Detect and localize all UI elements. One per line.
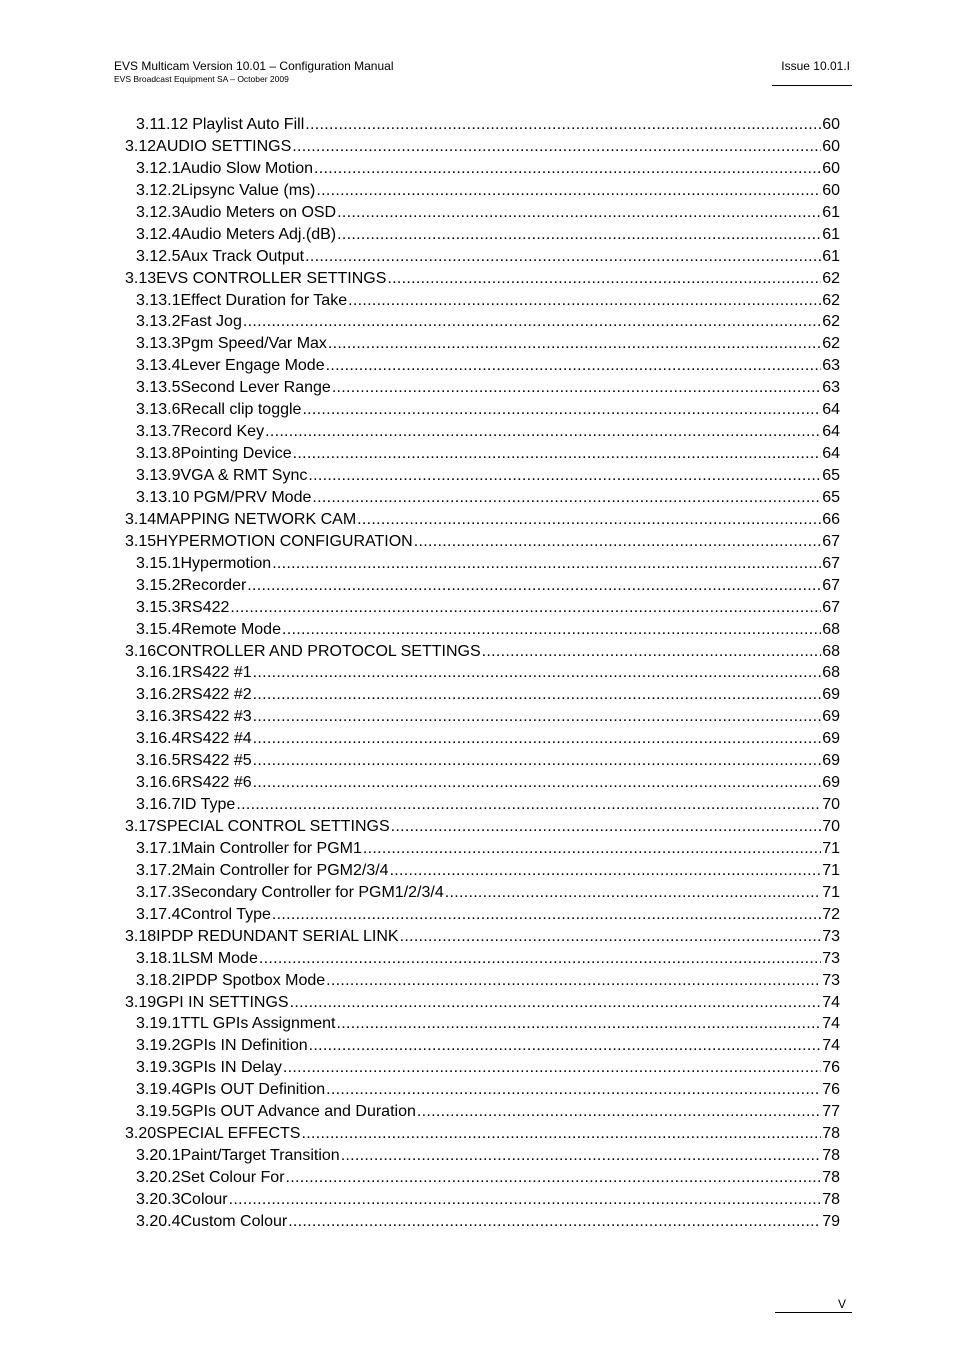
toc-entry-number: 3.18.1 (136, 949, 181, 967)
toc-dot-leader (253, 706, 822, 728)
toc-entry-page: 65 (822, 488, 840, 506)
toc-entry-page: 69 (822, 730, 840, 748)
toc-dot-leader (292, 136, 821, 158)
page-number: V (838, 1297, 847, 1311)
toc-dot-leader (253, 728, 822, 750)
toc-entry-title: Audio Meters Adj.(dB) (180, 225, 337, 243)
toc-entry-page: 73 (822, 971, 840, 989)
toc-entry-number: 3.17 (125, 818, 157, 835)
toc-dot-leader (445, 882, 821, 904)
toc-dot-leader (272, 904, 821, 926)
toc-entry-number: 3.13.3 (136, 335, 181, 353)
toc-dot-leader (302, 399, 821, 421)
toc-entry-title: GPI IN SETTINGS (156, 993, 289, 1011)
toc-dot-leader (305, 246, 821, 268)
toc-dot-leader (400, 926, 822, 948)
toc-dot-leader (272, 553, 821, 575)
toc-entry-title: AUDIO SETTINGS (156, 137, 292, 155)
toc-dot-leader (253, 662, 822, 684)
toc-entry[interactable] (114, 1079, 840, 1101)
toc-dot-leader (337, 224, 821, 246)
toc-entry-title: Playlist Auto Fill (192, 116, 305, 133)
toc-entry-title: Main Controller for PGM2/3/4 (180, 861, 389, 879)
toc-dot-leader (314, 158, 821, 180)
toc-entry-page: 64 (822, 401, 840, 419)
toc-dot-leader (305, 114, 821, 136)
footer-divider (775, 1312, 852, 1313)
toc-entry[interactable] (114, 180, 840, 202)
toc-entry-page: 68 (822, 620, 840, 638)
toc-entry-page: 63 (822, 357, 840, 375)
toc-entry-title: Audio Meters on OSD (180, 203, 337, 221)
toc-entry[interactable] (114, 553, 840, 575)
toc-entry-page: 62 (822, 313, 840, 331)
toc-entry-page: 69 (822, 774, 840, 792)
toc-entry-number: 3.20 (125, 1125, 157, 1143)
toc-entry-page: 78 (822, 1125, 840, 1143)
toc-entry-number: 3.19.4 (136, 1081, 181, 1099)
toc-entry[interactable] (114, 904, 840, 926)
toc-entry-page: 68 (822, 642, 840, 660)
toc-entry-number: 3.19.2 (136, 1037, 181, 1055)
toc-entry-number: 3.13 (125, 269, 157, 287)
toc-entry-number: 3.13.7 (136, 423, 181, 441)
toc-entry-page: 66 (822, 510, 840, 528)
toc-dot-leader (288, 1211, 821, 1233)
toc-entry-page: 79 (822, 1212, 840, 1230)
toc-entry-title: Record Key (180, 423, 265, 441)
toc-entry[interactable] (114, 1145, 840, 1167)
toc-entry[interactable] (114, 970, 840, 992)
toc-entry-page: 71 (822, 861, 840, 879)
toc-entry-number: 3.16.5 (136, 752, 181, 770)
toc-entry[interactable] (114, 377, 840, 399)
toc-entry-page: 62 (822, 291, 840, 309)
toc-entry-page: 78 (822, 1147, 840, 1165)
toc-entry-number: 3.13.10 (136, 488, 190, 506)
toc-dot-leader (247, 575, 821, 597)
toc-entry-title: Control Type (180, 905, 271, 923)
toc-dot-leader (326, 1079, 821, 1101)
toc-entry-title: SPECIAL EFFECTS (156, 1125, 301, 1143)
toc-entry[interactable] (114, 750, 840, 772)
toc-entry-page: 77 (822, 1103, 840, 1121)
toc-entry-title: TTL GPIs Assignment (180, 1015, 336, 1033)
toc-entry-number: 3.16.2 (136, 686, 181, 704)
toc-entry-number: 3.19.5 (136, 1103, 181, 1121)
toc-dot-leader (236, 794, 821, 816)
toc-entry[interactable] (114, 619, 840, 641)
toc-entry-page: 61 (822, 247, 840, 265)
toc-entry-page: 73 (822, 927, 840, 945)
toc-entry-title: GPIs IN Delay (180, 1059, 282, 1077)
toc-entry[interactable] (114, 531, 840, 553)
toc-entry[interactable] (114, 421, 840, 443)
toc-entry-number: 3.17.2 (136, 861, 181, 879)
toc-entry[interactable] (114, 509, 840, 531)
toc-entry[interactable] (114, 597, 840, 619)
toc-entry-number: 3.18.2 (136, 971, 181, 989)
toc-entry-title: Recall clip toggle (180, 401, 302, 419)
toc-entry-number: 3.16.7 (136, 796, 181, 814)
toc-entry-title: GPIs OUT Advance and Duration (180, 1103, 416, 1121)
toc-entry[interactable] (114, 1123, 840, 1145)
toc-entry-number: 3.19.1 (136, 1015, 181, 1033)
toc-dot-leader (414, 531, 821, 553)
toc-dot-leader (229, 1189, 822, 1211)
toc-entry-page: 74 (822, 1037, 840, 1055)
toc-entry[interactable] (114, 268, 840, 290)
toc-entry-title: VGA & RMT Sync (180, 467, 308, 484)
toc-entry-title: Colour (180, 1190, 228, 1208)
toc-entry-page: 73 (822, 949, 840, 967)
toc-dot-leader (316, 180, 821, 202)
toc-entry-page: 60 (822, 116, 840, 133)
toc-dot-leader (391, 816, 822, 838)
toc-entry[interactable] (114, 794, 840, 816)
toc-entry[interactable] (114, 575, 840, 597)
toc-dot-leader (259, 948, 821, 970)
toc-dot-leader (348, 290, 821, 312)
toc-entry-number: 3.13.1 (136, 291, 181, 309)
toc-dot-leader (326, 355, 822, 377)
toc-entry-title: Second Lever Range (180, 379, 331, 397)
toc-entry-page: 61 (822, 203, 840, 221)
toc-entry-page: 65 (822, 467, 840, 484)
toc-entry-title: EVS CONTROLLER SETTINGS (156, 269, 387, 287)
toc-entry-number: 3.13.2 (136, 313, 181, 331)
toc-dot-leader (482, 641, 822, 663)
toc-entry[interactable] (114, 1101, 840, 1123)
toc-entry-number: 3.20.3 (136, 1190, 181, 1208)
toc-entry[interactable] (114, 882, 840, 904)
toc-entry-title: RS422 (180, 598, 230, 616)
toc-entry-page: 62 (822, 269, 840, 287)
toc-entry-title: Custom Colour (180, 1212, 288, 1230)
toc-entry-page: 74 (822, 993, 840, 1011)
toc-entry-title: Hypermotion (180, 554, 272, 572)
toc-entry-number: 3.19.3 (136, 1059, 181, 1077)
toc-entry-page: 67 (822, 598, 840, 616)
toc-entry-number: 3.13.8 (136, 445, 181, 463)
toc-entry[interactable] (114, 641, 840, 663)
toc-entry-number: 3.16 (125, 642, 157, 660)
toc-entry-page: 76 (822, 1059, 840, 1077)
toc-entry[interactable] (114, 355, 840, 377)
toc-entry-number: 3.17.1 (136, 839, 181, 857)
toc-entry[interactable] (114, 948, 840, 970)
page-header (114, 59, 394, 85)
toc-entry-number: 3.20.4 (136, 1212, 181, 1230)
toc-entry[interactable] (114, 1013, 840, 1035)
toc-entry-number: 3.16.6 (136, 774, 181, 792)
toc-entry-page: 60 (822, 159, 840, 177)
toc-dot-leader (253, 684, 822, 706)
toc-entry-title: RS422 #4 (180, 730, 252, 748)
toc-entry-page: 68 (822, 664, 840, 682)
toc-entry-title: Main Controller for PGM1 (180, 839, 362, 857)
toc-entry-page: 72 (822, 905, 840, 923)
toc-dot-leader (328, 333, 821, 355)
toc-entry-number: 3.15.1 (136, 554, 181, 572)
toc-entry-title: Pgm Speed/Var Max (180, 335, 327, 353)
toc-dot-leader (363, 838, 821, 860)
toc-entry[interactable] (114, 136, 840, 158)
toc-entry-title: Recorder (180, 576, 247, 594)
toc-entry-page: 63 (822, 379, 840, 397)
toc-dot-leader (309, 1035, 822, 1057)
toc-entry[interactable] (114, 246, 840, 268)
toc-entry-page: 67 (822, 554, 840, 572)
toc-dot-leader (357, 509, 821, 531)
toc-entry-page: 78 (822, 1169, 840, 1186)
toc-entry-title: MAPPING NETWORK CAM (156, 510, 357, 528)
toc-entry-number: 3.17.3 (136, 883, 181, 901)
toc-dot-leader (417, 1101, 821, 1123)
toc-entry-page: 74 (822, 1015, 840, 1033)
toc-dot-leader (332, 377, 821, 399)
toc-entry-title: RS422 #5 (180, 752, 252, 770)
toc-entry-number: 3.12.3 (136, 203, 181, 221)
toc-entry[interactable] (114, 838, 840, 860)
toc-entry[interactable] (114, 311, 840, 333)
toc-entry-title: Aux Track Output (180, 247, 305, 265)
toc-entry-title: LSM Mode (180, 949, 258, 967)
header-divider (772, 85, 852, 86)
toc-entry-number: 3.15.2 (136, 576, 181, 594)
toc-entry-number: 3.19 (125, 993, 157, 1011)
toc-entry-title: HYPERMOTION CONFIGURATION (156, 532, 413, 550)
toc-entry-title: GPIs IN Definition (180, 1037, 308, 1055)
toc-entry[interactable] (114, 860, 840, 882)
toc-entry-number: 3.15 (125, 532, 157, 550)
toc-entry-title: Fast Jog (180, 313, 242, 331)
toc-entry-title: RS422 #3 (180, 708, 252, 726)
toc-entry[interactable] (114, 926, 840, 948)
toc-entry-title: ID Type (180, 796, 236, 814)
toc-entry-number: 3.12.1 (136, 159, 181, 177)
toc-entry-page: 61 (822, 225, 840, 243)
toc-dot-leader (282, 619, 821, 641)
toc-entry-title: Lever Engage Mode (180, 357, 325, 375)
toc-entry[interactable] (114, 992, 840, 1014)
toc-entry-number: 3.13.6 (136, 401, 181, 419)
toc-entry-page: 69 (822, 708, 840, 726)
toc-entry-page: 67 (822, 532, 840, 550)
toc-entry-page: 60 (822, 137, 840, 155)
toc-entry-page: 62 (822, 335, 840, 353)
toc-entry-number: 3.20.1 (136, 1147, 181, 1165)
toc-entry-page: 76 (822, 1081, 840, 1099)
toc-entry[interactable] (114, 224, 840, 246)
toc-entry[interactable] (114, 728, 840, 750)
toc-entry-title: Paint/Target Transition (180, 1147, 340, 1165)
toc-entry[interactable] (114, 1035, 840, 1057)
toc-entry[interactable] (114, 399, 840, 421)
toc-entry-page: 64 (822, 423, 840, 441)
toc-entry-title: PGM/PRV Mode (193, 488, 312, 506)
toc-entry-number: 3.15.4 (136, 620, 181, 638)
toc-entry-number: 3.12.2 (136, 181, 181, 199)
toc-entry-title: SPECIAL CONTROL SETTINGS (156, 818, 390, 835)
toc-dot-leader (326, 970, 821, 992)
toc-entry-title: Audio Slow Motion (180, 159, 313, 177)
toc-dot-leader (312, 487, 821, 509)
toc-entry-page: 78 (822, 1190, 840, 1208)
toc-entry[interactable] (114, 290, 840, 312)
toc-entry-page: 70 (822, 796, 840, 814)
document-subtitle: EVS Broadcast Equipment SA – October 2009 (114, 74, 289, 84)
toc-entry-title: Remote Mode (180, 620, 281, 638)
toc-entry-page: 70 (822, 818, 840, 835)
toc-entry-page: 67 (822, 576, 840, 594)
toc-entry[interactable] (114, 158, 840, 180)
toc-entry[interactable] (114, 1167, 840, 1189)
toc-dot-leader (290, 992, 822, 1014)
toc-entry-number: 3.13.4 (136, 357, 181, 375)
toc-dot-leader (283, 1057, 821, 1079)
toc-entry-number: 3.18 (125, 927, 157, 945)
toc-entry-number: 3.11.12 (136, 116, 189, 133)
toc-dot-leader (337, 202, 821, 224)
toc-entry-title: Effect Duration for Take (180, 291, 348, 309)
toc-entry-title: IPDP Spotbox Mode (180, 971, 326, 989)
toc-entry[interactable] (114, 114, 840, 136)
toc-entry[interactable] (114, 465, 840, 487)
toc-entry-title: GPIs OUT Definition (180, 1081, 326, 1099)
toc-entry[interactable] (114, 487, 840, 509)
toc-dot-leader (293, 443, 822, 465)
toc-entry-title: RS422 #2 (180, 686, 252, 704)
toc-entry[interactable] (114, 662, 840, 684)
toc-entry-page: 71 (822, 839, 840, 857)
issue-label: Issue 10.01.I (781, 59, 850, 73)
toc-dot-leader (301, 1123, 821, 1145)
toc-entry-number: 3.16.3 (136, 708, 181, 726)
toc-entry[interactable] (114, 1189, 840, 1211)
toc-entry-title: IPDP REDUNDANT SERIAL LINK (156, 927, 399, 945)
toc-entry[interactable] (114, 443, 840, 465)
toc-entry-number: 3.14 (125, 510, 157, 528)
table-of-contents (114, 114, 840, 1233)
toc-entry-title: CONTROLLER AND PROTOCOL SETTINGS (156, 642, 481, 660)
toc-entry-number: 3.13.5 (136, 379, 181, 397)
toc-entry-page: 69 (822, 752, 840, 770)
toc-entry[interactable] (114, 684, 840, 706)
toc-entry-number: 3.12.5 (136, 247, 181, 265)
toc-dot-leader (265, 421, 821, 443)
toc-entry-title: RS422 #6 (180, 774, 252, 792)
toc-dot-leader (243, 311, 821, 333)
toc-entry-number: 3.12 (125, 137, 157, 155)
toc-entry-number: 3.13.9 (136, 467, 181, 484)
toc-entry[interactable] (114, 333, 840, 355)
toc-entry[interactable] (114, 1211, 840, 1233)
toc-entry-page: 64 (822, 445, 840, 463)
toc-entry-number: 3.16.4 (136, 730, 181, 748)
toc-entry-page: 69 (822, 686, 840, 704)
toc-dot-leader (253, 750, 822, 772)
toc-entry-title: Lipsync Value (ms) (180, 181, 316, 199)
toc-entry[interactable] (114, 1057, 840, 1079)
toc-entry-number: 3.15.3 (136, 598, 181, 616)
toc-entry[interactable] (114, 706, 840, 728)
toc-entry[interactable] (114, 816, 840, 838)
toc-entry-number: 3.17.4 (136, 905, 181, 923)
toc-entry-number: 3.16.1 (136, 664, 181, 682)
toc-entry[interactable] (114, 202, 840, 224)
toc-entry-number: 3.20.2 (136, 1169, 181, 1186)
toc-entry-title: RS422 #1 (180, 664, 252, 682)
toc-entry-page: 60 (822, 181, 840, 199)
toc-entry-title: Pointing Device (180, 445, 292, 463)
toc-dot-leader (308, 465, 821, 487)
toc-dot-leader (253, 772, 822, 794)
toc-dot-leader (390, 860, 822, 882)
toc-dot-leader (230, 597, 821, 619)
toc-entry-page: 71 (822, 883, 840, 901)
document-title: EVS Multicam Version 10.01 – Configuration Manual (114, 59, 394, 73)
toc-dot-leader (286, 1167, 822, 1189)
toc-entry-title: Secondary Controller for PGM1/2/3/4 (180, 883, 444, 901)
toc-entry-title: Set Colour For (180, 1169, 285, 1186)
toc-dot-leader (337, 1013, 822, 1035)
toc-entry-number: 3.12.4 (136, 225, 181, 243)
toc-entry[interactable] (114, 772, 840, 794)
toc-dot-leader (387, 268, 821, 290)
toc-dot-leader (341, 1145, 822, 1167)
